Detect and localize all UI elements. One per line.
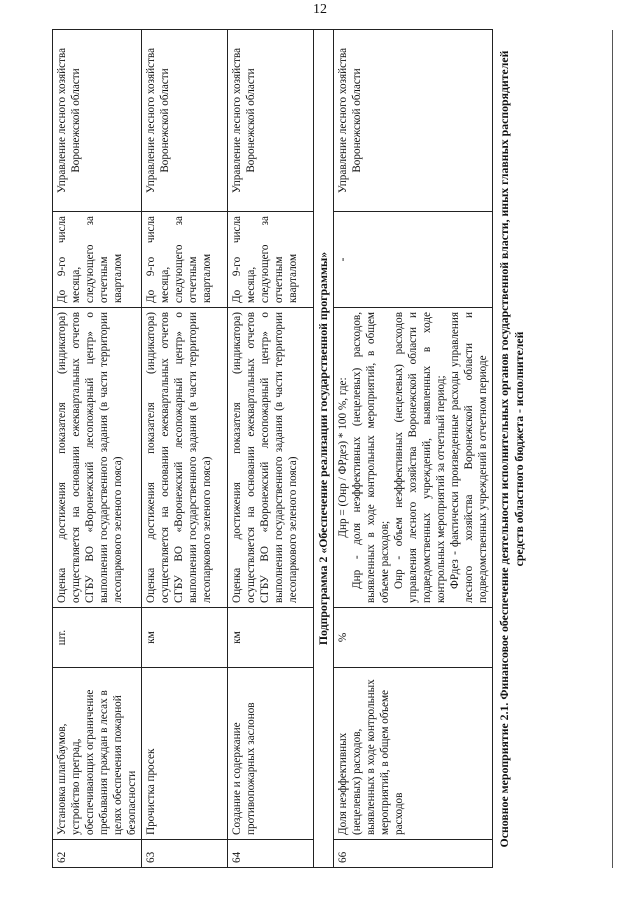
responsible-cell: Управление лесного хозяйства Воронежской области xyxy=(228,30,314,212)
formula: Днр = (Онр / ФРдез) * 100 %, где: xyxy=(336,377,349,538)
section-title: Подпрограмма 2 «Обеспечение реализации государственной программы» xyxy=(314,30,334,868)
deadline-cell: До 9-го числа месяца, следующего за отчетным кварталом xyxy=(53,212,142,308)
deadline-cell: До 9-го числа месяца, следующего за отчетным кварталом xyxy=(142,212,228,308)
main-activity-heading: Основное мероприятие 2.1. Финансовое обеспечение деятельности исполнительных органов государственной власти, иных главных распорядителей средств областного бюджета - исполнителей xyxy=(496,50,527,848)
responsible-cell: Управление лесного хозяйства Воронежской области xyxy=(53,30,142,212)
page-number: 12 xyxy=(313,2,327,17)
section-row xyxy=(314,30,334,868)
row-number: 62 xyxy=(53,840,142,868)
formula-definition: ФРдез - фактически произведенные расходы управления лесного хозяйства Воронежской области и подведомственных учреждений в отчетном периоде xyxy=(448,312,489,603)
indicators-table xyxy=(52,29,493,868)
page-edge-rule xyxy=(612,30,613,868)
event-name: Установка шлагбаумов, устройство преград, обеспечивающих ограничение пребывания граждан в лесах в целях обеспечения пожарной безопасности xyxy=(53,668,142,840)
table-row xyxy=(142,30,228,868)
row-number: 63 xyxy=(142,840,228,868)
table-row xyxy=(333,30,492,868)
method-cell: Оценка достижения показателя (индикатора) осуществляется на основании ежеквартальных отчетов СГБУ ВО «Воронежский лесопожарный центр» о выполнении государственного задания (в части территории лесопаркового зеленого пояса) xyxy=(53,308,142,608)
responsible-cell: Управление лесного хозяйства Воронежской области xyxy=(142,30,228,212)
unit-cell: шт. xyxy=(53,608,142,668)
formula-definition: Онр - объем неэффективных (нецелевых) расходов управления лесного хозяйства Воронежской области и подведомственных учреждений, выявленных в ходе контрольных мероприятий за отчетный период; xyxy=(392,312,447,603)
formula-definition: Днр - доля неэффективных (нецелевых) расходов, выявленных в ходе контрольных мероприятий, в общем объеме расходов; xyxy=(350,312,391,603)
method-cell: Оценка достижения показателя (индикатора) осуществляется на основании ежеквартальных отчетов СГБУ ВО «Воронежский лесопожарный центр» о выполнении государственного задания (в части территории лесопаркового зеленого пояса) xyxy=(142,308,228,608)
table-row xyxy=(228,30,314,868)
row-number: 64 xyxy=(228,840,314,868)
unit-cell: км xyxy=(228,608,314,668)
responsible-cell: Управление лесного хозяйства Воронежской области xyxy=(333,30,492,212)
unit-cell: % xyxy=(333,608,492,668)
row-number: 66 xyxy=(333,840,492,868)
rotated-table-content xyxy=(52,30,612,868)
deadline-cell: - xyxy=(333,212,492,308)
event-name: Доля неэффективных (нецелевых) расходов, выявленных в ходе контрольных мероприятий, в общем объеме расходов xyxy=(333,668,492,840)
deadline-cell: До 9-го числа месяца, следующего за отчетным кварталом xyxy=(228,212,314,308)
event-name: Создание и содержание противопожарных заслонов xyxy=(228,668,314,840)
method-cell: Оценка достижения показателя (индикатора) осуществляется на основании ежеквартальных отчетов СГБУ ВО «Воронежский лесопожарный центр» о выполнении государственного задания (в части территории лесопаркового зеленого пояса) xyxy=(228,308,314,608)
unit-cell: км xyxy=(142,608,228,668)
event-name: Прочистка просек xyxy=(142,668,228,840)
rotated-table-area xyxy=(52,30,612,868)
method-cell xyxy=(333,308,492,608)
table-row xyxy=(53,30,142,868)
